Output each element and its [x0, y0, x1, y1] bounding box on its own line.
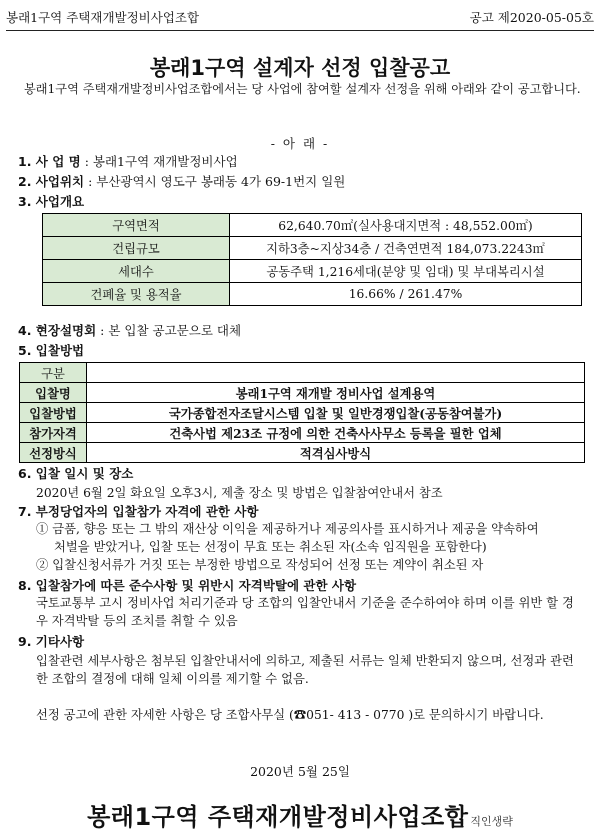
section-1: [18, 152, 238, 170]
section-8-text: 국토교통부 고시 정비사업 처리기준과 당 조합의 입찰안내서 기준을 준수하여야 하며 이를 위반 할 경우 자격박탈 등의 조치를 취할 수 있음: [36, 596, 574, 628]
section-2-label: 2. 사업위치: [18, 174, 85, 189]
method-table: [19, 362, 585, 463]
page-title: 봉래1구역 설계자 선정 입찰공고: [149, 56, 451, 80]
table-value: 지하3층~지상34층 / 건축연면적 184,073.2243㎡: [230, 237, 582, 260]
section-5-label: 5. 입찰방법: [18, 343, 85, 358]
below-label: - 아 래 -: [270, 136, 330, 151]
table-key: 참가자격: [20, 423, 87, 443]
header-org: 봉래1구역 주택재개발정비사업조합: [6, 10, 200, 25]
section-2-value: : 부산광역시 영도구 봉래동 4가 69-1번지 일원: [88, 174, 346, 189]
table-row: [20, 443, 585, 463]
header-rule: [6, 30, 594, 31]
table-value: 국가종합전자조달시스템 입찰 및 일반경쟁입찰(공동참여불가): [87, 403, 585, 423]
section-1-value: : 봉래1구역 재개발정비사업: [84, 154, 238, 169]
table-value: 봉래1구역 재개발 정비사업 설계용역: [87, 383, 585, 403]
table-row: [43, 214, 582, 237]
section-1-label: 1. 사 업 명: [18, 154, 81, 169]
contact-text: 선정 공고에 관한 자세한 사항은 당 조합사무실 (☎051- 413 - 0770 )로 문의하시기 바랍니다.: [36, 708, 544, 722]
section-6: [18, 464, 133, 482]
table-value: 16.66% / 261.47%: [230, 283, 582, 306]
intro-paragraph: 봉래1구역 주택재개발정비사업조합에서는 당 사업에 참여할 설계자 선정을 위해 아래와 같이 공고합니다.: [24, 82, 581, 96]
table-key: 건폐율 및 용적율: [43, 283, 230, 306]
section-3-label: 3. 사업개요: [18, 194, 85, 209]
section-8: [18, 576, 356, 594]
section-4-value: : 본 입찰 공고문으로 대체: [100, 323, 242, 338]
table-row: [43, 237, 582, 260]
table-key: 입찰명: [20, 383, 87, 403]
overview-table: [42, 213, 582, 306]
table-key: 선정방식: [20, 443, 87, 463]
seal-note: 직인생략: [470, 815, 513, 828]
section-9-text: 입찰관련 세부사항은 첨부된 입찰안내서에 의하고, 제출된 서류는 일체 반환되지 않으며, 선정과 관련한 조합의 결정에 대해 일체 이의를 제기할 수 없음.: [36, 654, 574, 686]
section-5: [18, 341, 84, 359]
table-value: 공동주택 1,216세대(분양 및 임대) 및 부대복리시설: [230, 260, 582, 283]
signature: [0, 797, 600, 832]
section-3: [18, 192, 84, 210]
announcement-date: 2020년 5월 25일: [250, 764, 350, 779]
table-row: [43, 283, 582, 306]
table-key: 구역면적: [43, 214, 230, 237]
table-row: [20, 403, 585, 423]
table-value: 62,640.70㎡(실사용대지면적 : 48,552.00㎡): [230, 214, 582, 237]
section-7-item-1: ① 금품, 향응 또는 그 밖의 재산상 이익을 제공하거나 제공의사를 표시하거나 제공을 약속하여: [36, 522, 539, 536]
section-6-text: 2020년 6월 2일 화요일 오후3시, 제출 장소 및 방법은 입찰참여안내서 참조: [36, 486, 443, 500]
notice-number: 공고 제2020-05-05호: [469, 10, 594, 25]
table-header: 구분: [20, 363, 87, 383]
section-9: [18, 632, 84, 650]
signature-org: 봉래1구역 주택재개발정비사업조합: [87, 803, 469, 831]
table-row: [20, 363, 585, 383]
section-6-label: 6. 입찰 일시 및 장소: [18, 466, 134, 481]
table-key: 건립규모: [43, 237, 230, 260]
section-7: [18, 502, 258, 520]
table-value: 건축사법 제23조 규정에 의한 건축사사무소 등록을 필한 업체: [87, 423, 585, 443]
table-key: 세대수: [43, 260, 230, 283]
section-7-label: 7. 부정당업자의 입찰참가 자격에 관한 사항: [18, 504, 259, 519]
table-row: [20, 423, 585, 443]
table-row: [43, 260, 582, 283]
section-7-item-1-cont: 처벌을 받았거나, 입찰 또는 선정이 무효 또는 취소된 자(소속 임직원을 포함한다): [54, 540, 487, 554]
section-9-label: 9. 기타사항: [18, 634, 85, 649]
table-row: [20, 383, 585, 403]
table-header-empty: [87, 363, 585, 383]
section-4: [18, 321, 241, 339]
section-4-label: 4. 현장설명회: [18, 323, 97, 338]
table-key: 입찰방법: [20, 403, 87, 423]
section-2: [18, 172, 345, 190]
section-8-label: 8. 입찰참가에 따른 준수사항 및 위반시 자격박탈에 관한 사항: [18, 578, 357, 593]
table-value: 적격심사방식: [87, 443, 585, 463]
section-7-item-2: ② 입찰신청서류가 거짓 또는 부정한 방법으로 작성되어 선정 또는 계약이 취소된 자: [36, 558, 484, 572]
